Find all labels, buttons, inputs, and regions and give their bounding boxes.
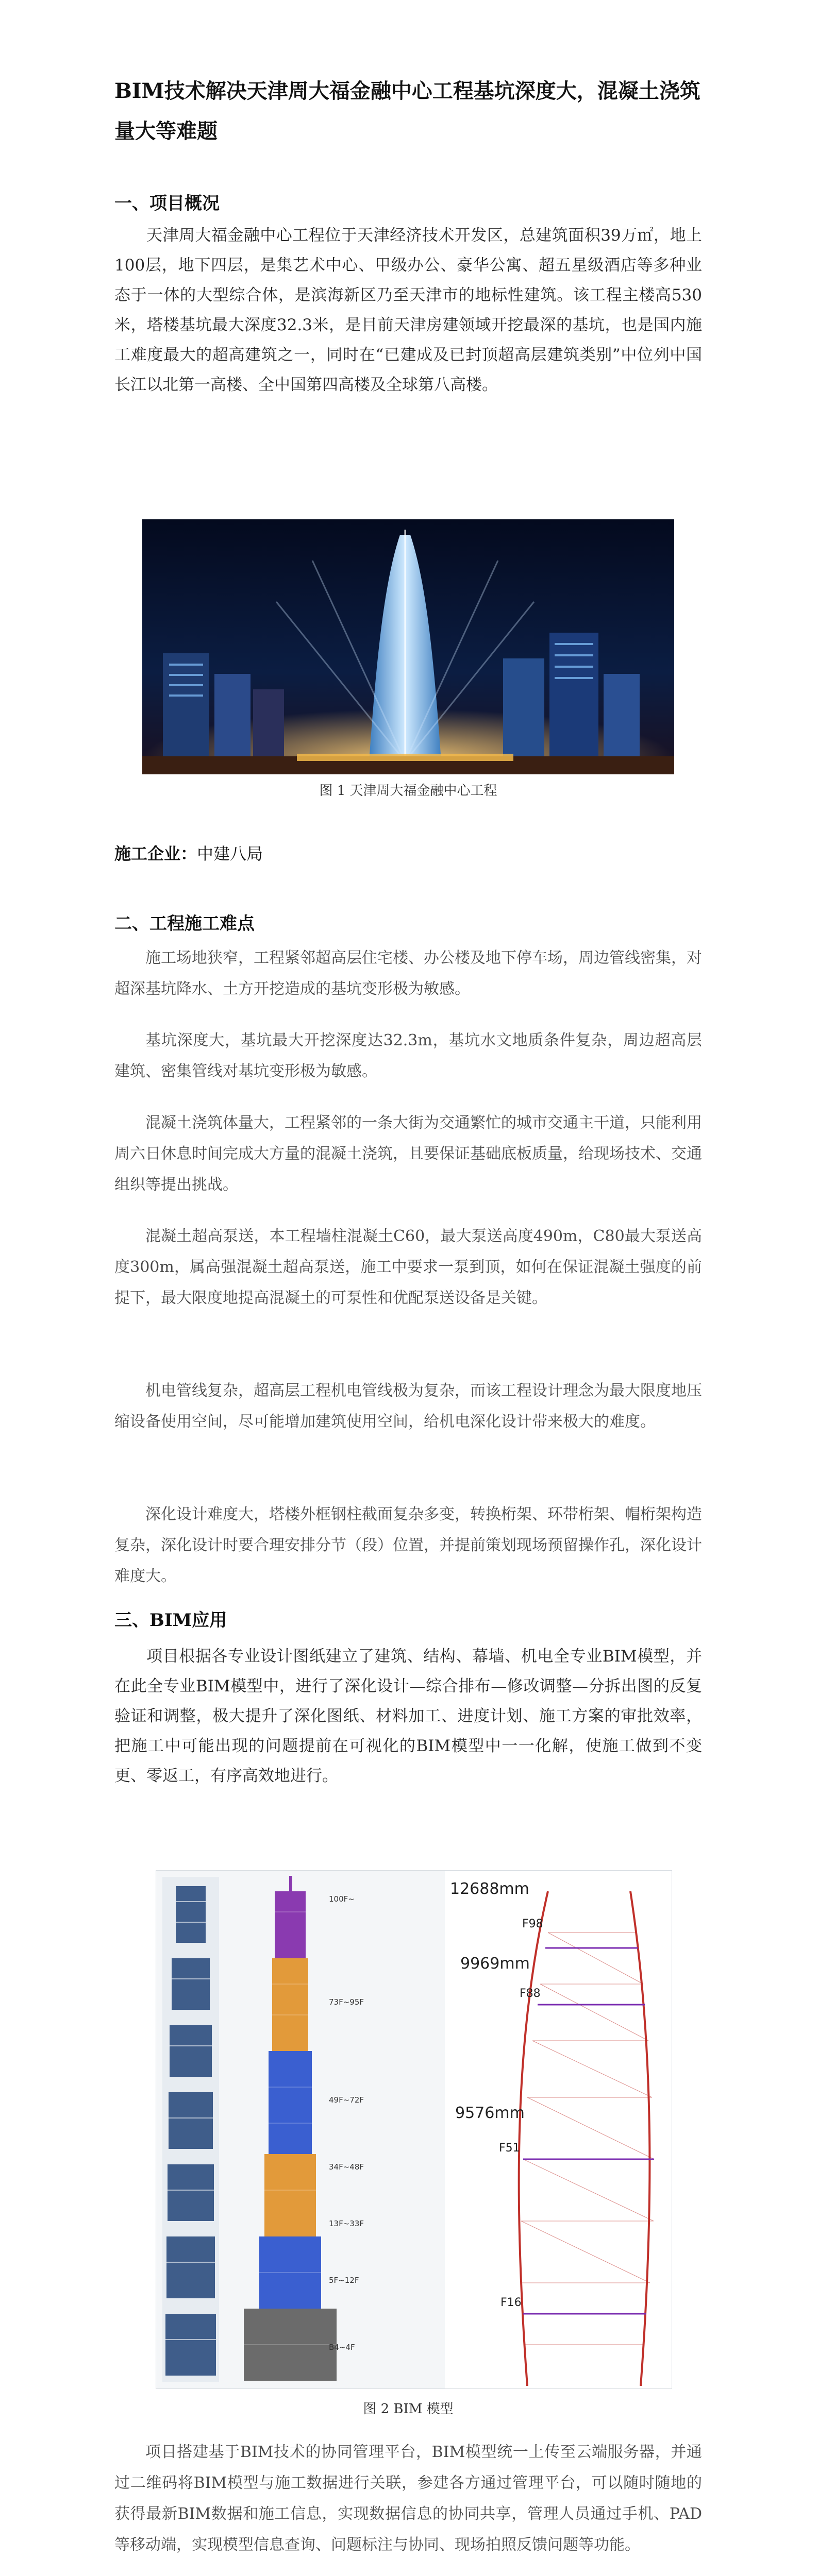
floor-range-label: 13F~33F [329,2219,364,2228]
bim-paragraph-2: 项目搭建基于BIM技术的协同管理平台，BIM模型统一上传至云端服务器，并通过二维码将BIM模型与施工数据进行关联，参建各方通过管理平台，可以随时随地的获得最新BIM数据和施工信息，实现数据信息的协同共享，管理人员通过手机、PAD等移动端，实现模型信息查询、问题标注与协同、现场拍照反馈问题等功能。 [114,2443,702,2554]
difficulty-paragraph: 混凝土浇筑体量大，工程紧邻的一条大街为交通繁忙的城市交通主干道，只能利用周六日休息时间完成大方量的混凝土浇筑，且要保证基础底板质量，给现场技术、交通组织等提出挑战。 [114,1114,702,1194]
floor-range-label: 49F~72F [329,2095,364,2105]
floor-marker: F88 [520,1987,541,2000]
floor-range-label: 34F~48F [329,2162,364,2172]
figure-2-bim-model [156,1870,672,2389]
difficulty-paragraph: 深化设计难度大，塔楼外框钢柱截面复杂多变，转换桁架、环带桁架、帽桁架构造复杂，深化设计时要合理安排分节（段）位置，并提前策划现场预留操作孔，深化设计难度大。 [114,1505,702,1585]
floor-marker: F51 [499,2142,520,2155]
section-heading-bim: 三、BIM应用 [114,1610,227,1631]
section-heading-overview: 一、项目概况 [114,193,220,214]
difficulty-paragraph: 混凝土超高泵送，本工程墙柱混凝土C60，最大泵送高度490m，C80最大泵送高度300m，属高强混凝土超高泵送，施工中要求一泵到顶，如何在保证混凝土强度的前提下，最大限度地提高混凝土的可泵性和优配泵送设备是关键。 [114,1227,702,1307]
difficulty-paragraph: 机电管线复杂，超高层工程机电管线极为复杂，而该工程设计理念为最大限度地压缩设备使用空间，尽可能增加建筑使用空间，给机电深化设计带来极大的难度。 [114,1382,702,1431]
section-heading-difficulties: 二、工程施工难点 [114,913,255,934]
floor-range-label: 100F~ [329,1894,355,1904]
construction-company [114,841,702,867]
dimension-label: 9969mm [460,1955,530,1973]
figure-2-caption: 图 2 BIM 模型 [363,2401,454,2417]
floor-marker: F16 [500,2296,522,2309]
overview-paragraph: 天津周大福金融中心工程位于天津经济技术开发区，总建筑面积39万㎡，地上100层，地下四层，是集艺术中心、甲级办公、豪华公寓、超五星级酒店等多种业态于一体的大型综合体，是滨海新区乃至天津市的地标性建筑。该工程主楼高530米，塔楼基坑最大深度32.3米，是目前天津房建领域开挖最深的基坑，也是国内施工难度最大的超高建筑之一，同时在“已建成及已封顶超高层建筑类别”中位列中国长江以北第一高楼、全中国第四高楼及全球第八高楼。 [114,226,702,394]
company-label: 施工企业： [114,844,197,863]
floor-range-label: 5F~12F [329,2276,359,2285]
bim-paragraph-1: 项目根据各专业设计图纸建立了建筑、结构、幕墙、机电全专业BIM模型，并在此全专业BIM模型中，进行了深化设计—综合排布—修改调整—分拆出图的反复验证和调整，极大提升了深化图纸、材料加工、进度计划、施工方案的审批效率，把施工中可能出现的问题提前在可视化的BIM模型中一一化解，使施工做到不变更、零返工，有序高效地进行。 [114,1647,702,1785]
article-title: BIM技术解决天津周大福金融中心工程基坑深度大，混凝土浇筑量大等难题 [114,79,700,143]
floor-marker: F98 [522,1918,543,1930]
floor-range-label: 73F~95F [329,1997,364,2007]
dimension-label: 12688mm [450,1880,529,1898]
difficulty-paragraph: 施工场地狭窄，工程紧邻超高层住宅楼、办公楼及地下停车场，周边管线密集，对超深基坑降水、土方开挖造成的基坑变形极为敏感。 [114,949,702,998]
bim-structure-model-icon [156,1871,672,2388]
company-name: 中建八局 [197,844,263,863]
dimension-label: 9576mm [455,2104,525,2122]
difficulty-paragraph: 基坑深度大，基坑最大开挖深度达32.3m，基坑水文地质条件复杂，周边超高层建筑、密集管线对基坑变形极为敏感。 [114,1031,702,1080]
figure-1-photo [142,519,674,774]
tower-night-photo-icon [142,519,674,774]
figure-1-caption: 图 1 天津周大福金融中心工程 [319,783,497,799]
floor-range-label: B4~4F [329,2343,355,2352]
